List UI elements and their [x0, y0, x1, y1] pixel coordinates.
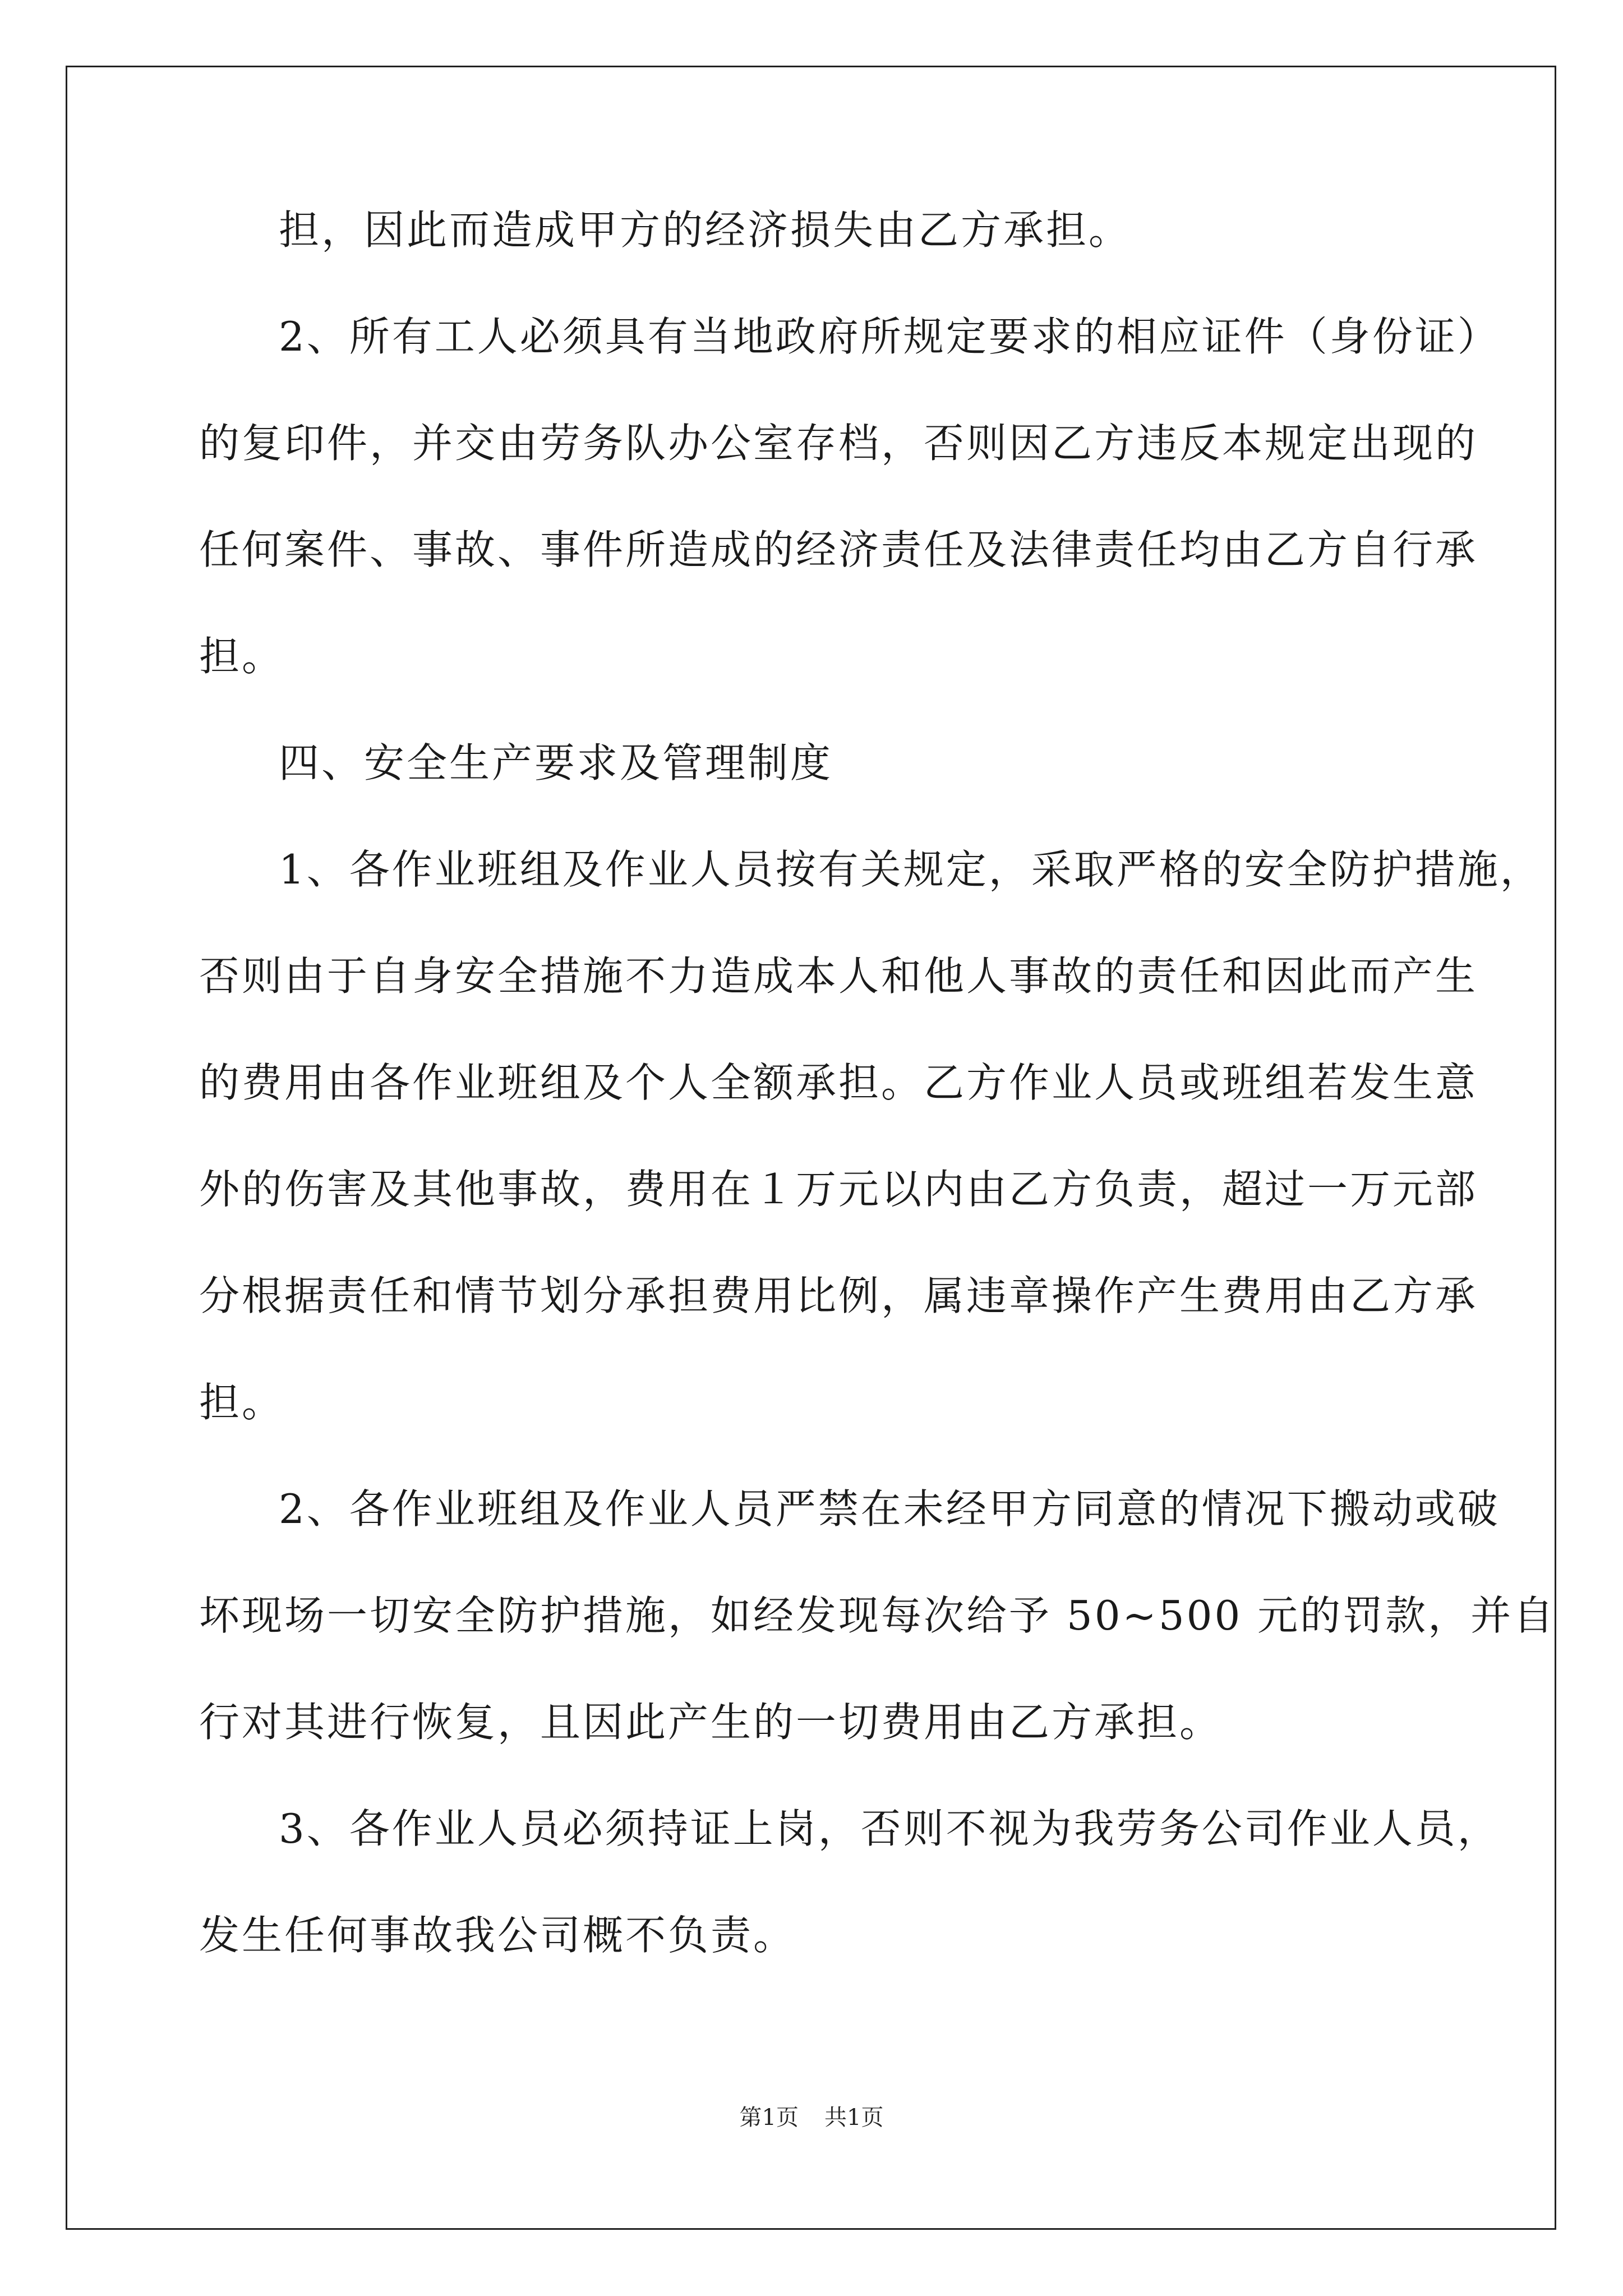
text-line: 分根据责任和情节划分承担费用比例，属违章操作产生费用由乙方承	[199, 1272, 1478, 1319]
text-line: 的费用由各作业班组及个人全额承担。乙方作业人员或班组若发生意	[199, 1059, 1478, 1106]
section-heading: 四、安全生产要求及管理制度	[279, 739, 833, 786]
page-footer	[0, 2101, 1623, 2134]
text-line: 任何案件、事故、事件所造成的经济责任及法律责任均由乙方自行承	[199, 526, 1478, 573]
text-line: 担，因此而造成甲方的经济损失由乙方承担。	[279, 206, 1132, 254]
text-line: 坏现场一切安全防护措施，如经发现每次给予 50~500 元的罚款，并自	[199, 1592, 1556, 1639]
total-pages: 共1页	[824, 2105, 884, 2131]
page-border	[66, 66, 1556, 2230]
page-number: 第1页	[739, 2105, 799, 2131]
text-line: 的复印件，并交由劳务队办公室存档，否则因乙方违反本规定出现的	[199, 420, 1478, 467]
text-line: 发生任何事故我公司概不负责。	[199, 1912, 796, 1959]
text-line: 行对其进行恢复，且因此产生的一切费用由乙方承担。	[199, 1699, 1223, 1746]
text-line: 担。	[199, 1379, 285, 1426]
text-line: 2、各作业班组及作业人员严禁在未经甲方同意的情况下搬动或破	[279, 1485, 1500, 1533]
text-line: 否则由于自身安全措施不力造成本人和他人事故的责任和因此而产生	[199, 953, 1478, 1000]
text-line: 2、所有工人必须具有当地政府所规定要求的相应证件（身份证）	[279, 313, 1500, 360]
text-line: 担。	[199, 633, 285, 680]
text-line: 3、各作业人员必须持证上岗，否则不视为我劳务公司作业人员，	[279, 1805, 1500, 1852]
text-line: 1、各作业班组及作业人员按有关规定，采取严格的安全防护措施，	[279, 846, 1543, 893]
text-line: 外的伤害及其他事故，费用在１万元以内由乙方负责，超过一万元部	[199, 1166, 1478, 1213]
